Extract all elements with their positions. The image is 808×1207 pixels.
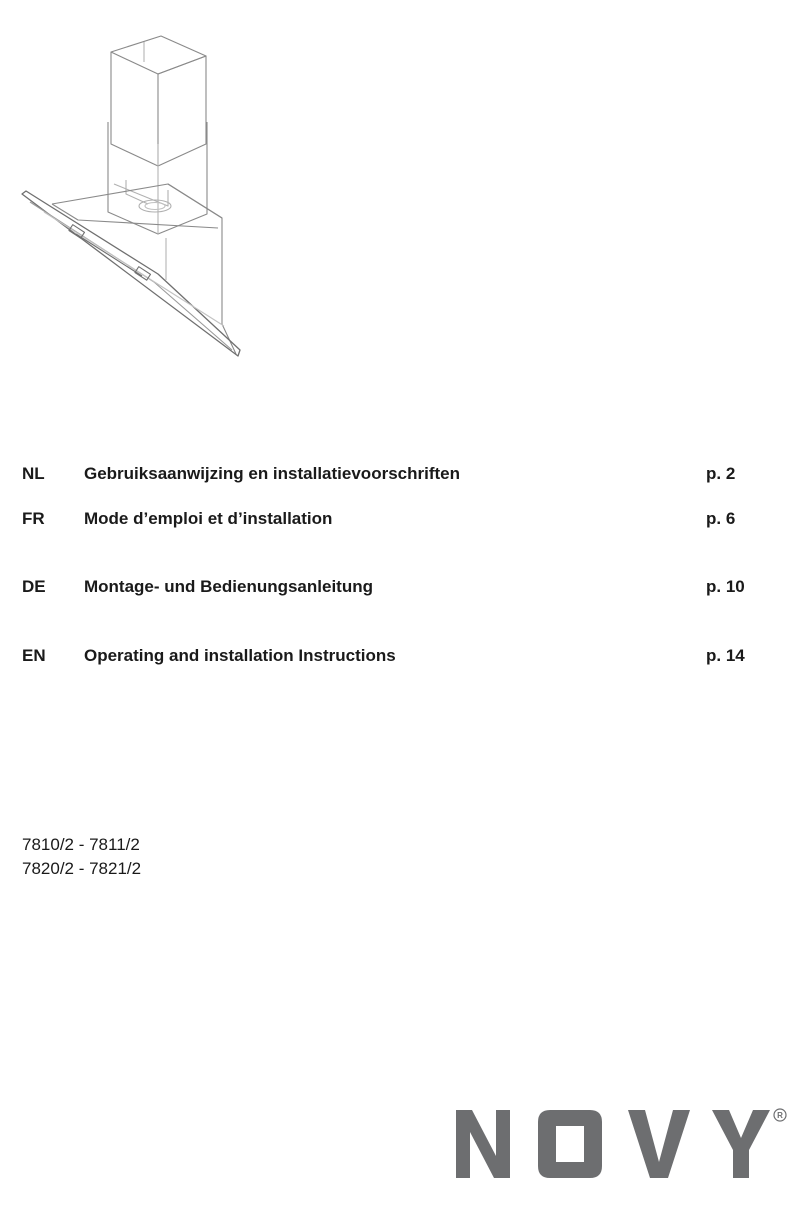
section-title: Gebruiksaanwijzing en installatievoorschriften bbox=[84, 464, 460, 483]
novy-logo bbox=[452, 1106, 788, 1182]
page-reference: p. 14 bbox=[706, 646, 745, 665]
cooker-hood-illustration bbox=[18, 34, 243, 362]
language-code: DE bbox=[22, 577, 46, 596]
toc-row-de bbox=[22, 575, 762, 599]
toc-row-en bbox=[22, 644, 762, 668]
model-line: 7810/2 - 7811/2 bbox=[22, 835, 140, 854]
language-code: NL bbox=[22, 464, 45, 483]
model-numbers bbox=[22, 833, 141, 881]
page-reference: p. 2 bbox=[706, 464, 736, 483]
registered-mark-icon bbox=[774, 1109, 786, 1121]
hood-body bbox=[52, 184, 236, 354]
page-reference: p. 6 bbox=[706, 509, 736, 528]
section-title: Montage- und Bedienungsanleitung bbox=[84, 577, 373, 596]
page-reference: p. 10 bbox=[706, 577, 745, 596]
language-code: EN bbox=[22, 646, 46, 665]
language-code: FR bbox=[22, 509, 45, 528]
section-title: Mode d’emploi et d’installation bbox=[84, 509, 333, 528]
section-title: Operating and installation Instructions bbox=[84, 646, 396, 665]
svg-text:R: R bbox=[777, 1111, 783, 1120]
model-line: 7820/2 - 7821/2 bbox=[22, 859, 142, 878]
glass-panel bbox=[22, 191, 240, 356]
toc-row-nl bbox=[22, 462, 762, 486]
toc-row-fr bbox=[22, 507, 762, 531]
